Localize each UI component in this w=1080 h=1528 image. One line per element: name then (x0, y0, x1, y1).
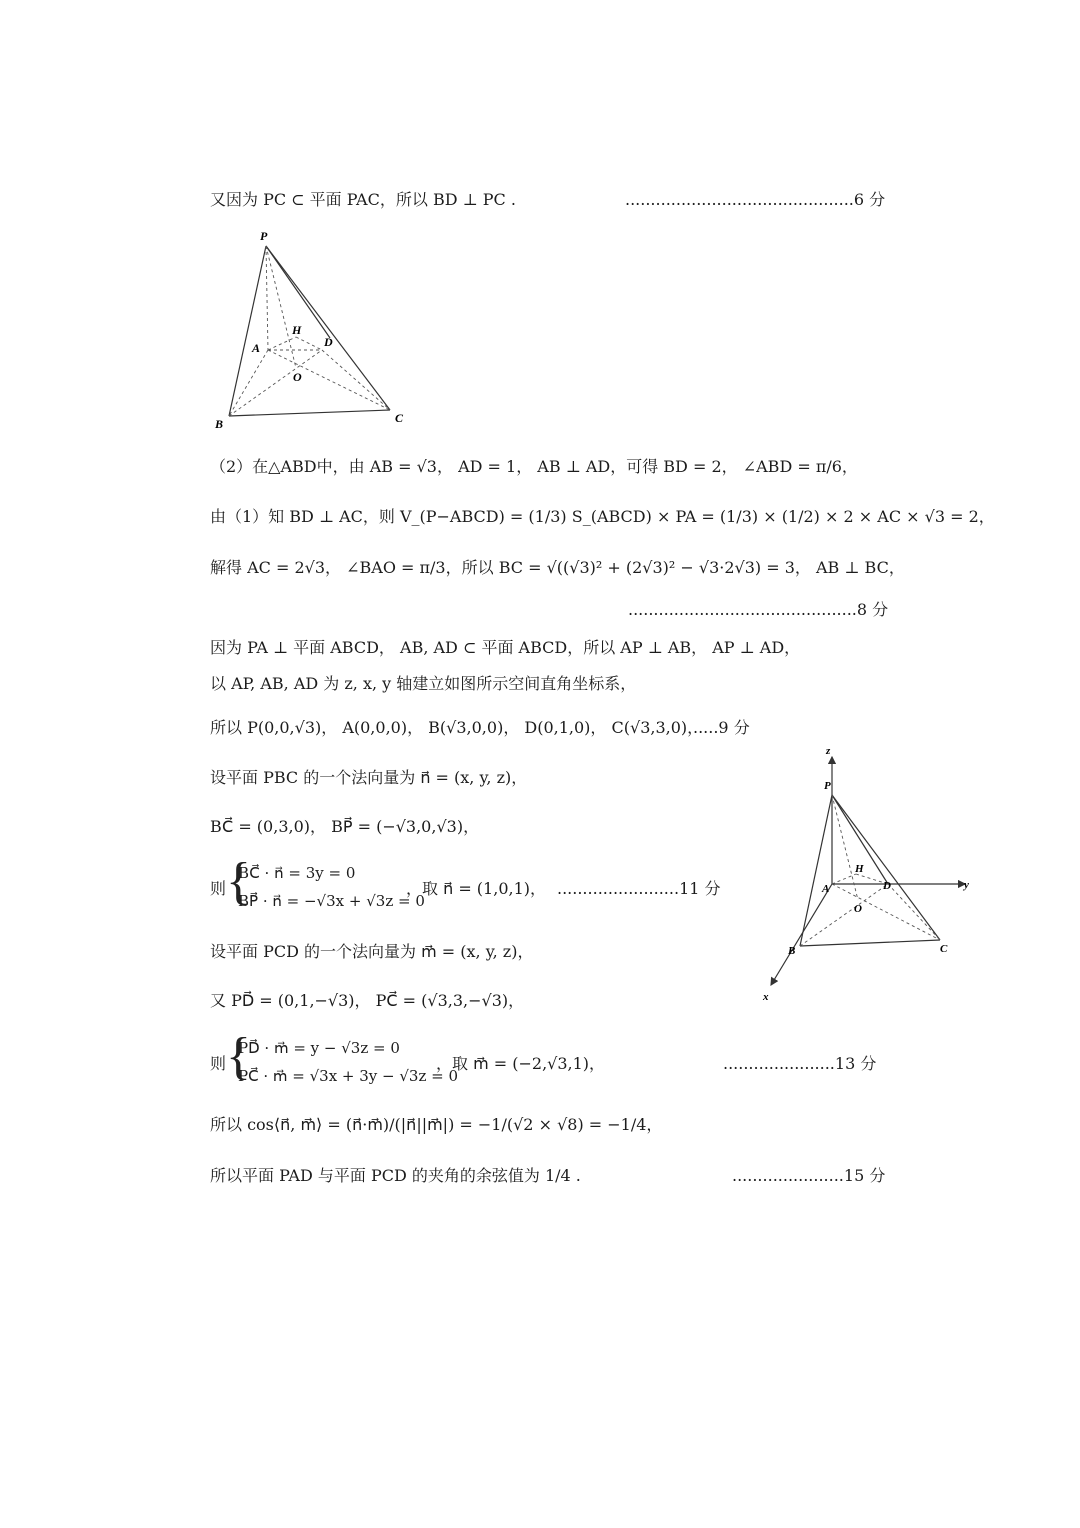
sys2-brace: { (226, 1028, 251, 1085)
score-11: ........................11 分 (557, 879, 721, 898)
fig1-label-C: C (395, 411, 404, 425)
equation-system-1 (210, 853, 550, 920)
equation-system-2 (210, 1028, 606, 1095)
proof-line-7: 所以 P(0,0,√3)， A(0,0,0)， B(√3,0,0)， D(0,1,0)， C(√3,3,0)， (210, 718, 704, 737)
fig2-label-A: A (822, 883, 830, 895)
fig1-label-B: B (215, 417, 224, 431)
fig2-label-z: z (826, 745, 831, 757)
proof-line-3: 由（1）知 BD ⊥ AC，则 V_(P−ABCD) = (1/3) S_(ABCD) × PA = (1/3) × (1/2) × 2 × AC × √3 = 2， (210, 507, 995, 526)
fig2-label-D: D (883, 880, 891, 892)
sys1-lead: 则 (210, 879, 227, 898)
score-13: ......................13 分 (723, 1054, 877, 1073)
proof-line-5: 因为 PA ⊥ 平面 ABCD， AB, AD ⊂ 平面 ABCD，所以 AP ⊥ AB， AP ⊥ AD， (210, 638, 801, 657)
sys2-lead: 则 (210, 1054, 227, 1073)
pyramid-figure-2-coordinates (755, 740, 980, 1005)
fig1-label-A: A (252, 341, 261, 355)
figure-2-axes (771, 757, 965, 985)
figure-2-solid-edges (800, 795, 940, 946)
fig2-label-B: B (788, 945, 796, 957)
sys1-row-2: BP⃗ · n⃗ = −√3x + √3z = 0 (238, 892, 425, 910)
fig1-label-H: H (292, 323, 302, 337)
proof-line-1: 又因为 PC ⊂ 平面 PAC，所以 BD ⊥ PC . (210, 190, 516, 209)
score-6: .............................................6 分 (625, 190, 886, 209)
sys2-row-1: PD⃗ · m⃗ = y − √3z = 0 (238, 1039, 400, 1057)
sys2-row-2: PC⃗ · m⃗ = √3x + 3y − √3z = 0 (238, 1067, 459, 1085)
figure-1-solid-edges (229, 246, 390, 416)
proof-line-4: 解得 AC = 2√3， ∠BAO = π/3，所以 BC = √((√3)² + (2√3)² − √3·2√3) = 3， AB ⊥ BC， (210, 558, 905, 577)
fig1-label-P: P (260, 229, 268, 243)
sys2-tail: ，取 m⃗ = (−2,√3,1)， (436, 1054, 606, 1073)
fig2-label-P: P (824, 780, 831, 792)
score-15: ......................15 分 (732, 1166, 886, 1185)
sys1-row-1: BC⃗ · n⃗ = 3y = 0 (238, 864, 356, 882)
sys1-tail: ，取 n⃗ = (1,0,1)， (406, 879, 547, 898)
fig1-label-D: D (324, 335, 333, 349)
proof-line-2: （2）在△ABD中，由 AB = √3， AD = 1， AB ⊥ AD，可得 BD = 2， ∠ABD = π/6， (210, 457, 858, 476)
figure-2-hidden-edges (800, 795, 940, 946)
fig2-label-y: y (964, 879, 969, 891)
score-9: .....9 分 (693, 718, 750, 737)
proof-line-8: 设平面 PBC 的一个法向量为 n⃗ = (x, y, z)， (210, 768, 528, 787)
figure-1-hidden-edges (229, 246, 390, 416)
proof-line-15: 所以平面 PAD 与平面 PCD 的夹角的余弦值为 1/4 . (210, 1166, 581, 1185)
proof-line-6: 以 AP, AB, AD 为 z, x, y 轴建立如图所示空间直角坐标系， (210, 674, 637, 693)
fig1-label-O: O (293, 370, 302, 384)
fig2-label-O: O (854, 903, 862, 915)
fig2-label-x: x (763, 991, 769, 1003)
proof-line-11: 设平面 PCD 的一个法向量为 m⃗ = (x, y, z)， (210, 942, 534, 961)
sys1-brace: { (226, 853, 251, 910)
proof-line-9: BC⃗ = (0,3,0)， BP⃗ = (−√3,0,√3)， (210, 817, 480, 836)
proof-line-14: 所以 cos⟨n⃗, m⃗⟩ = (n⃗·m⃗)/(|n⃗||m⃗|) = −1/(√2 × √8) = −1/4， (210, 1115, 663, 1134)
pyramid-figure-1 (205, 225, 420, 435)
fig2-label-H: H (855, 863, 864, 875)
score-8: .............................................8 分 (628, 600, 889, 619)
proof-line-12: 又 PD⃗ = (0,1,−√3)， PC⃗ = (√3,3,−√3)， (210, 991, 525, 1010)
fig2-label-C: C (940, 943, 948, 955)
